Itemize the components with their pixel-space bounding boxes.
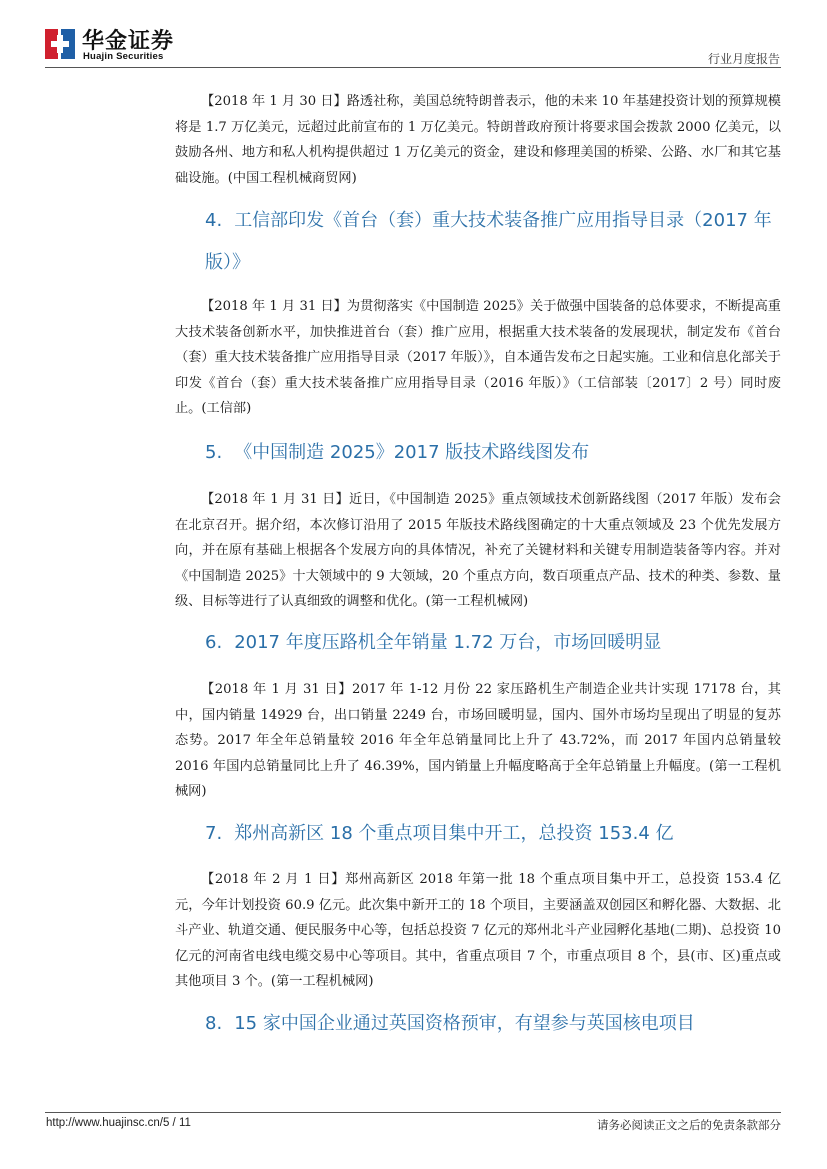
footer-url-page-number[interactable]: http://www.huajinsc.cn/5 / 11 xyxy=(46,1117,191,1129)
news-paragraph-3: 【2018 年 1 月 30 日】路透社称，美国总统特朗普表示，他的未来 10 年基建投资计划的预算规模将是 1.7 万亿美元，远超过此前宣布的 1 万亿美元。特朗普政府预计将要求国会拨款 2000 亿美元，以鼓励各州、地方和私人机构提供超过 1 万亿美元的资金，建设和修理美国的桥梁、公路、水厂和其它基础设施。(中国工程机械商贸网) xyxy=(175,94,781,186)
heading-text: 2017 年度压路机全年销量 1.72 万台，市场回暖明显 xyxy=(234,632,662,653)
report-type-label: 行业月度报告 xyxy=(707,52,780,66)
news-paragraph-7: 【2018 年 2 月 1 日】郑州高新区 2018 年第一批 18 个重点项目集中开工，总投资 153.4 亿元，今年计划投资 60.9 亿元。此次集中新开工的 18 个项目，主要涵盖双创园区和孵化器、大数据、北斗产业、轨道交通、便民服务中心等，包括总投资 7 亿元的郑州北斗产业园孵化基地(二期)、总投资 10 亿元的河南省电线电缆交易中心等项目。其中，省重点项目 7 个，市重点项目 8 个，县(市、区)重点或其他项目 3 个。(第一工程机械网) xyxy=(175,872,781,989)
header-divider xyxy=(45,67,781,68)
footer-divider xyxy=(45,1112,781,1113)
heading-number: 5. xyxy=(205,442,223,463)
section-heading-8 xyxy=(205,1004,785,1044)
heading-number: 4. xyxy=(205,210,223,231)
heading-text: 15 家中国企业通过英国资格预审，有望参与英国核电项目 xyxy=(234,1013,695,1034)
heading-text: 《中国制造 2025》2017 版技术路线图发布 xyxy=(234,442,590,463)
page-header xyxy=(0,0,827,70)
heading-number: 6. xyxy=(205,632,223,653)
huajin-logo-icon xyxy=(45,27,75,61)
heading-text: 郑州高新区 18 个重点项目集中开工，总投资 153.4 亿 xyxy=(234,823,674,844)
news-paragraph-6: 【2018 年 1 月 31 日】2017 年 1-12 月份 22 家压路机生产制造企业共计实现 17178 台，其中，国内销量 14929 台，出口销量 2249 台，市场回暖明显，国内、国外市场均呈现出了明显的复苏态势。2017 年全年总销量较 2016 年全年总销量同比上升了 43.72%，而 2017 年国内总销量较 2016 年国内总销量同比上升了 46.39%，国内销量上升幅度略高于全年总销量上升幅度。(第一工程机械网) xyxy=(175,682,781,799)
footer-disclaimer: 请务必阅读正文之后的免责条款部分 xyxy=(597,1118,781,1132)
logo-english-name: Huajin Securities xyxy=(83,51,164,62)
heading-number: 8. xyxy=(205,1013,223,1034)
logo-chinese-name: 华金证券 xyxy=(82,29,175,54)
section-heading-5 xyxy=(205,433,785,473)
heading-text: 工信部印发《首台（套）重大技术装备推广应用指导目录（2017 年版）》 xyxy=(205,210,772,273)
news-paragraph-4: 【2018 年 1 月 31 日】为贯彻落实《中国制造 2025》关于做强中国装备的总体要求，不断提高重大技术装备创新水平，加快推进首台（套）推广应用，根据重大技术装备的发展现状，制定发布《首台（套）重大技术装备推广应用指导目录（2017 年版）》，自本通告发布之日起实施。工业和信息化部关于印发《首台（套）重大技术装备推广应用指导目录（2016 年版）》（工信部装〔2017〕2 号）同时废止。(工信部) xyxy=(175,299,781,416)
section-heading-4 xyxy=(205,200,795,284)
heading-number: 7. xyxy=(205,823,223,844)
news-paragraph-5: 【2018 年 1 月 31 日】近日，《中国制造 2025》重点领域技术创新路线图（2017 年版）发布会在北京召开。据介绍，本次修订沿用了 2015 年版技术路线图确定的十大重点领域及 23 个优先发展方向，并在原有基础上根据各个发展方向的具体情况，补充了关键材料和关键专用制造装备等内容。并对《中国制造 2025》十大领域中的 9 大领域，20 个重点方向，数百项重点产品、技术的种类、参数、量级、目标等进行了认真细致的调整和优化。(第一工程机械网) xyxy=(175,492,781,609)
section-heading-6 xyxy=(205,623,785,663)
section-heading-7 xyxy=(205,814,785,854)
